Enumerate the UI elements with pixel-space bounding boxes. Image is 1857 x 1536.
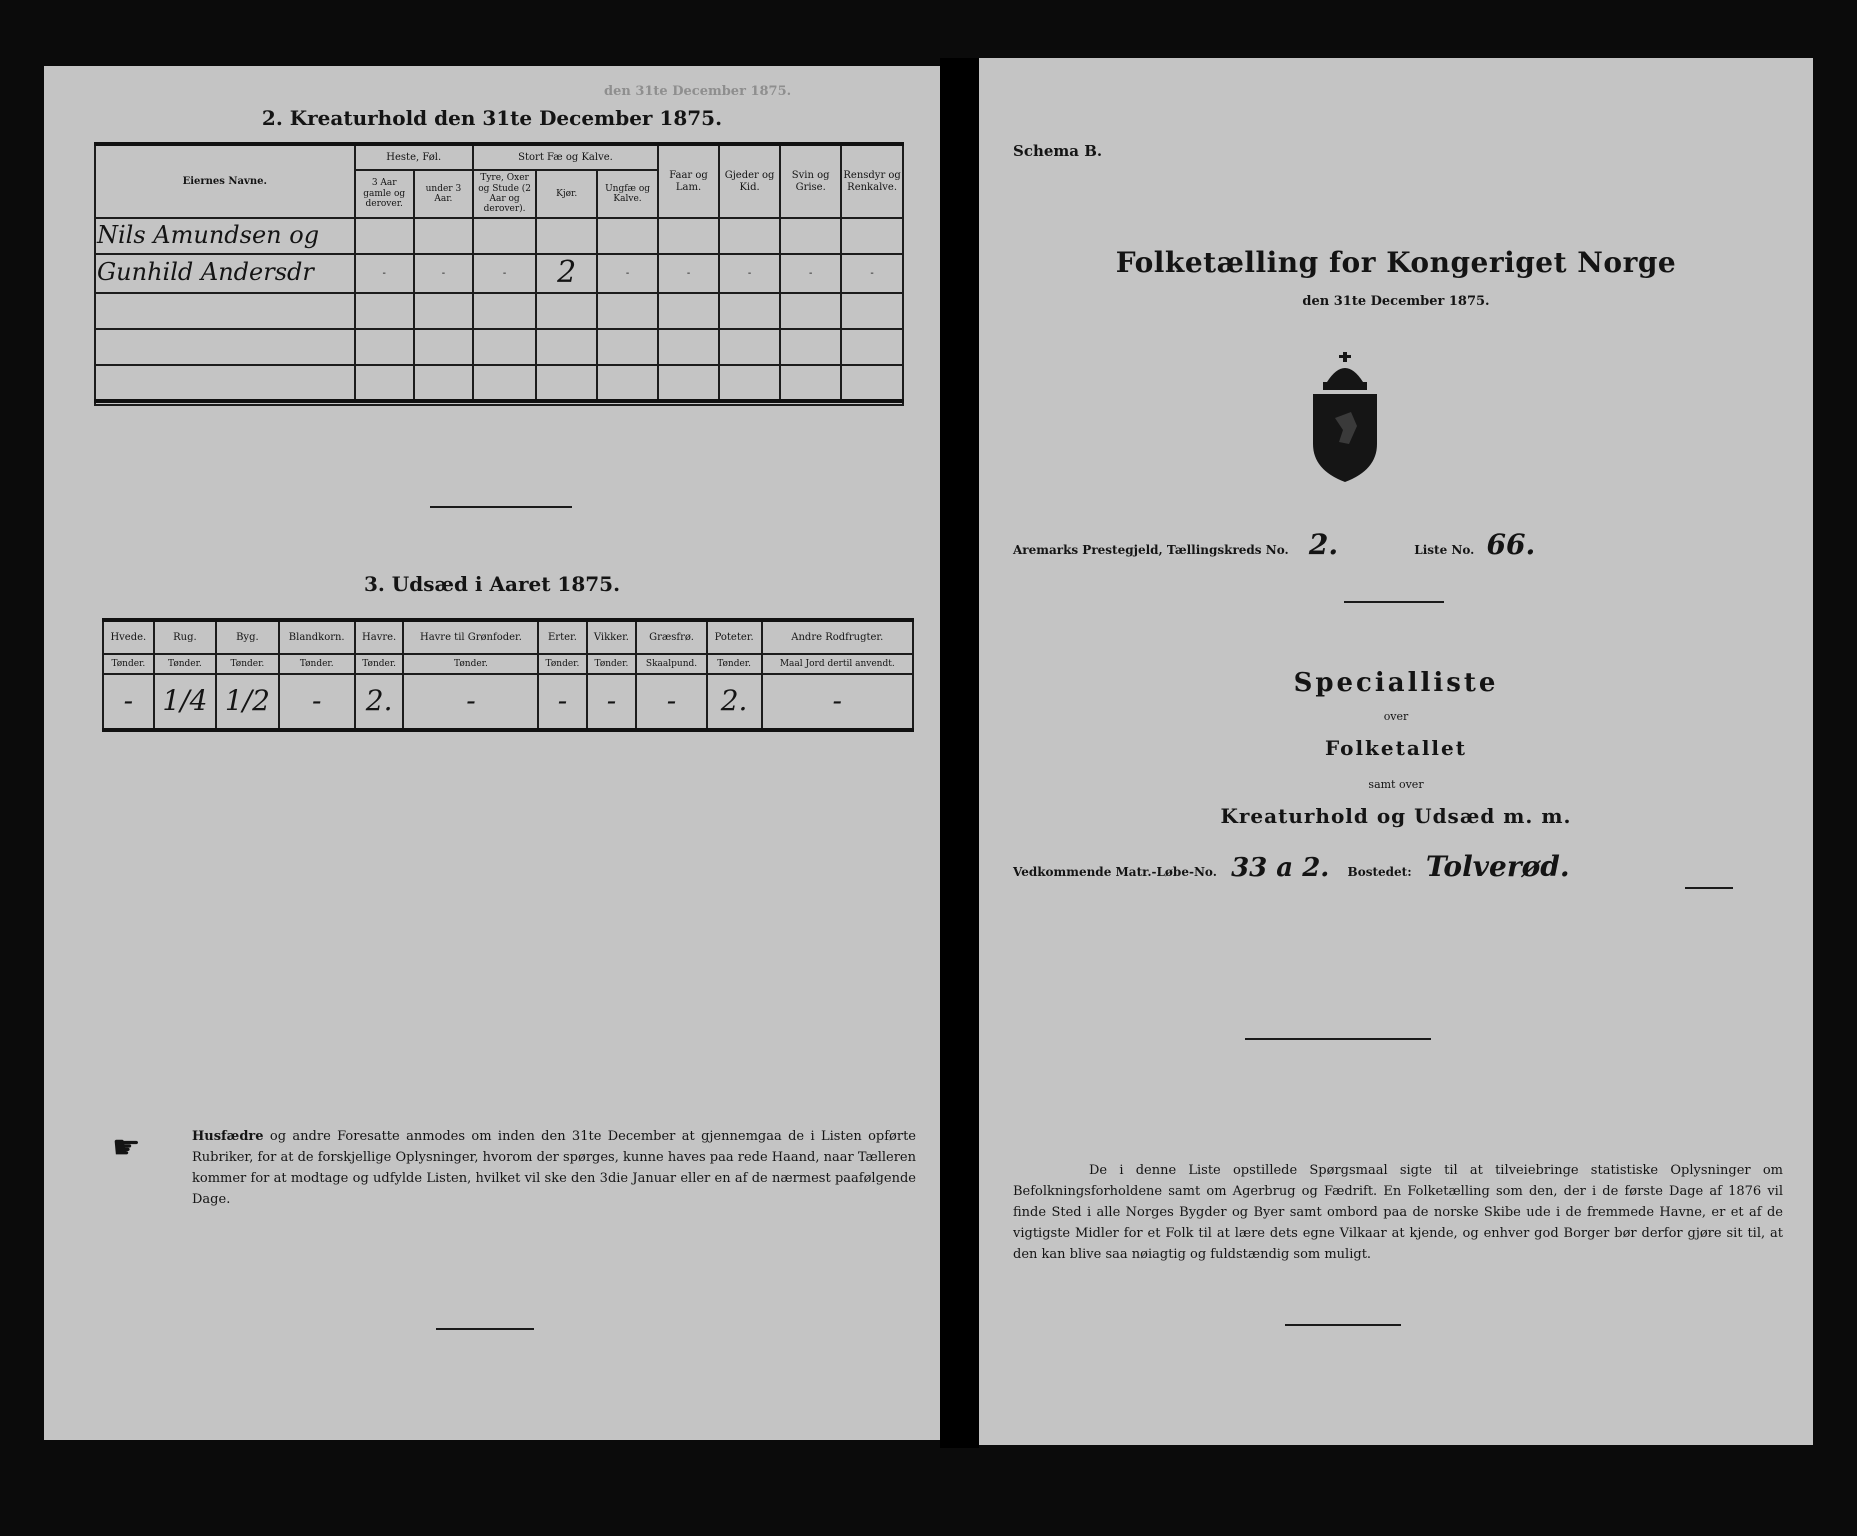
seed-value-cell: - (538, 674, 586, 730)
seed-unit-cell: Tønder. (103, 654, 154, 674)
divider-rule (1344, 601, 1444, 603)
header-cows: Kjør. (536, 170, 597, 218)
underline-rule (1685, 887, 1733, 889)
cell-value: - (841, 254, 903, 293)
seed-value-cell: 1/4 (154, 674, 216, 730)
seed-header-cell: Byg. (216, 620, 278, 654)
folketallet-heading: Folketallet (1325, 736, 1467, 760)
cell-value: 2 (536, 254, 597, 293)
cell-value (719, 218, 780, 254)
seed-unit-cell: Tønder. (587, 654, 637, 674)
seed-header-cell: Hvede. (103, 620, 154, 654)
header-goats: Gjeder og Kid. (719, 144, 780, 218)
right-page (979, 58, 1813, 1445)
cell-value (841, 218, 903, 254)
seed-value-cell: - (587, 674, 637, 730)
section-3-title: 3. Udsæd i Aaret 1875. (363, 572, 621, 596)
seed-header-cell: Vikker. (587, 620, 637, 654)
main-title: Folketælling for Kongeriget Norge (1115, 246, 1677, 279)
header-young: Ungfæ og Kalve. (597, 170, 658, 218)
cell-value (536, 218, 597, 254)
header-horses-3plus: 3 Aar gamle og derover. (355, 170, 414, 218)
seed-value-cell: - (403, 674, 538, 730)
cell-value (414, 218, 473, 254)
cell-value (780, 218, 841, 254)
section-2-title: 2. Kreaturhold den 31te December 1875. (261, 106, 723, 130)
seed-header-cell: Erter. (538, 620, 586, 654)
seed-unit-cell: Tønder. (279, 654, 355, 674)
cell-value: - (719, 254, 780, 293)
divider-rule (430, 506, 572, 508)
seed-unit-cell: Skaalpund. (636, 654, 706, 674)
table-row (95, 293, 903, 329)
owner-name: Nils Amundsen og (95, 218, 355, 254)
cell-value: - (780, 254, 841, 293)
header-owner: Eiernes Navne. (95, 144, 355, 218)
seed-unit-cell: Tønder. (403, 654, 538, 674)
census-date: den 31te December 1875. (1302, 294, 1490, 309)
seed-unit-cell: Tønder. (538, 654, 586, 674)
norway-coat-of-arms-icon (1305, 348, 1385, 484)
seed-header-cell: Poteter. (707, 620, 762, 654)
seed-value-cell: 1/2 (216, 674, 278, 730)
seed-header-cell: Havre. (355, 620, 404, 654)
specialliste-heading: Specialliste (1293, 668, 1499, 698)
seed-unit-cell: Tønder. (216, 654, 278, 674)
list-label: Liste No. (1414, 543, 1475, 557)
livestock-table (94, 142, 904, 406)
seed-value-cell: 2. (355, 674, 404, 730)
seed-header-cell: Havre til Grønfoder. (403, 620, 538, 654)
bleed-through-text: den 31te December 1875. (604, 84, 792, 99)
kreaturhold-heading: Kreaturhold og Udsæd m. m. (1220, 804, 1572, 828)
cell-value: - (473, 254, 536, 293)
cell-value (355, 218, 414, 254)
seed-header-cell: Andre Rodfrugter. (762, 620, 913, 654)
notice-lead: Husfædre (192, 1129, 264, 1144)
notice-text: og andre Foresatte anmodes om inden den 31te December at gjennemgaa de i Listen opførte Rubriker, for at de forskjellige Oplysninger, hvorom der spørges, kunne haves paa rede Haand, naar Tælleren kommer for at modtage og udfylde Listen, hvilket vil ske den 3die Januar eller en af de nærmest paafølgende Dage. (192, 1129, 916, 1207)
seed-value-cell: 2. (707, 674, 762, 730)
cell-value: - (597, 254, 658, 293)
seed-value-cell: - (762, 674, 913, 730)
matrikkel-number: 33 a 2. (1231, 853, 1330, 883)
cell-value (473, 218, 536, 254)
samt-over-label: samt over (1368, 778, 1424, 791)
seed-header-cell: Blandkorn. (279, 620, 355, 654)
district-line (1013, 528, 1535, 561)
seed-unit-cell: Tønder. (355, 654, 404, 674)
bosted-name: Tolverød. (1425, 850, 1570, 883)
district-number: 2. (1308, 528, 1339, 561)
list-number: 66. (1486, 528, 1536, 561)
cell-value: - (658, 254, 719, 293)
district-label: Aremarks Prestegjeld, Tællingskreds No. (1013, 543, 1289, 557)
cell-value (597, 218, 658, 254)
divider-rule (1285, 1324, 1401, 1326)
schema-label: Schema B. (1013, 142, 1103, 160)
table-row (95, 218, 903, 254)
matrikkel-label: Vedkommende Matr.-Løbe-No. (1013, 865, 1217, 879)
seed-header-cell: Rug. (154, 620, 216, 654)
header-horses: Heste, Føl. (355, 144, 473, 170)
table-row (95, 365, 903, 401)
table-row (95, 254, 903, 293)
bosted-label: Bostedet: (1347, 865, 1412, 879)
header-cattle: Stort Fæ og Kalve. (473, 144, 658, 170)
seed-header-cell: Græsfrø. (636, 620, 706, 654)
seed-table (102, 618, 914, 732)
seed-unit-cell: Maal Jord dertil anvendt. (762, 654, 913, 674)
over-label: over (1383, 710, 1409, 723)
seed-unit-cell: Tønder. (154, 654, 216, 674)
cell-value (658, 218, 719, 254)
seed-unit-cell: Tønder. (707, 654, 762, 674)
left-page (44, 66, 940, 1440)
header-sheep: Faar og Lam. (658, 144, 719, 218)
explanation-paragraph: De i denne Liste opstillede Spørgsmaal sigte til at tilveiebringe statistiske Oplysninger om Befolkningsforholdene samt om Agerbrug og Fædrift. En Folketælling som den, der i de første Dage af 1876 vil finde Sted i alle Norges Bygder og Byer samt ombord paa de norske Skibe ude i de fremmede Havne, er et af de vigtigste Midler for et Folk til at lære dets egne Vilkaar at kjende, og enhver god Borger bør derfor gjøre sit til, at den kan blive saa nøiagtig og fuldstændig som muligt. (1013, 1163, 1783, 1262)
owner-name: Gunhild Andersdr (95, 254, 355, 293)
header-reindeer: Rensdyr og Renkalve. (841, 144, 903, 218)
cell-value: - (414, 254, 473, 293)
book-spine (940, 58, 979, 1448)
divider-rule (436, 1328, 534, 1330)
pointing-hand-icon: ☛ (112, 1128, 141, 1166)
header-pigs: Svin og Grise. (780, 144, 841, 218)
matrikkel-line (1013, 850, 1570, 883)
seed-value-cell: - (103, 674, 154, 730)
cell-value: - (355, 254, 414, 293)
seed-value-cell: - (279, 674, 355, 730)
header-bulls: Tyre, Oxer og Stude (2 Aar og derover). (473, 170, 536, 218)
divider-rule (1245, 1038, 1431, 1040)
notice-paragraph (192, 1126, 916, 1210)
seed-value-cell: - (636, 674, 706, 730)
header-horses-under3: under 3 Aar. (414, 170, 473, 218)
table-row (95, 329, 903, 365)
